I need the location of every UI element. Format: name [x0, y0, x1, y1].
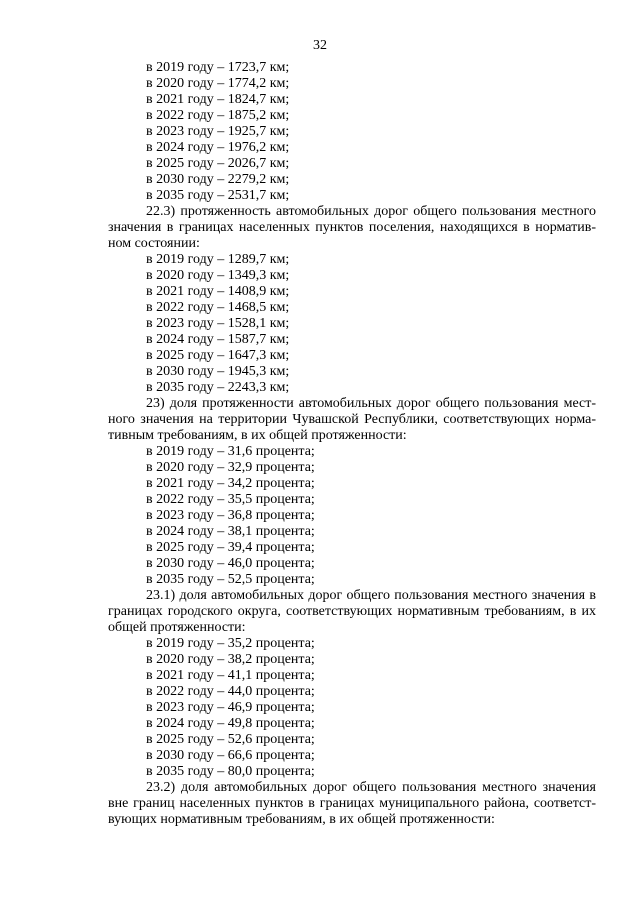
- list-2022-2-length: [108, 60, 596, 204]
- list-item: в 2020 году – 1349,3 км;: [146, 268, 290, 283]
- list-item: в 2021 году – 1408,9 км;: [146, 284, 290, 299]
- list-item: в 2022 году – 1468,5 км;: [146, 300, 290, 315]
- list-item: в 2025 году – 39,4 процента;: [146, 540, 315, 555]
- list-item: в 2030 году – 46,0 процента;: [146, 556, 315, 571]
- list-item: в 2030 году – 2279,2 км;: [146, 172, 290, 187]
- list-item: в 2023 году – 1925,7 км;: [146, 124, 290, 139]
- list-item: в 2030 году – 1945,3 км;: [146, 364, 290, 379]
- list-item: в 2024 году – 1976,2 км;: [146, 140, 290, 155]
- list-item: в 2024 году – 49,8 процента;: [146, 716, 315, 731]
- list-item: в 2035 году – 2243,3 км;: [146, 380, 290, 395]
- list-item: в 2019 году – 1289,7 км;: [146, 252, 290, 267]
- paragraph-line: значения в границах населенных пунктов поселения, находящихся в норматив-: [108, 220, 596, 235]
- list-item: в 2019 году – 35,2 процента;: [146, 636, 315, 651]
- paragraph-line: 22.3) протяженность автомобильных дорог общего пользования местного: [146, 204, 596, 219]
- section-23-2: [108, 780, 596, 828]
- list-item: в 2025 году – 2026,7 км;: [146, 156, 290, 171]
- paragraph-line: ного значения на территории Чувашской Республики, соответствующих норма-: [108, 412, 596, 427]
- section-23-1: [108, 588, 596, 780]
- document-body: [108, 60, 596, 828]
- paragraph-line: ном состоянии:: [108, 236, 200, 251]
- list-item: в 2020 году – 32,9 процента;: [146, 460, 315, 475]
- list-item: в 2021 году – 1824,7 км;: [146, 92, 290, 107]
- paragraph-line: вующих нормативным требованиям, в их общей протяженности:: [108, 812, 495, 827]
- list-item: в 2035 году – 52,5 процента;: [146, 572, 315, 587]
- list-item: в 2021 году – 41,1 процента;: [146, 668, 315, 683]
- paragraph-line: тивным требованиям, в их общей протяженности:: [108, 428, 407, 443]
- list-item: в 2025 году – 52,6 процента;: [146, 732, 315, 747]
- paragraph-line: 23) доля протяженности автомобильных дорог общего пользования мест-: [146, 396, 596, 411]
- list-item: в 2022 году – 35,5 процента;: [146, 492, 315, 507]
- list-item: в 2024 году – 38,1 процента;: [146, 524, 315, 539]
- paragraph-line: 23.1) доля автомобильных дорог общего пользования местного значения в: [146, 588, 596, 603]
- list-item: в 2025 году – 1647,3 км;: [146, 348, 290, 363]
- section-23: [108, 396, 596, 588]
- list-item: в 2035 году – 80,0 процента;: [146, 764, 315, 779]
- list-item: в 2023 году – 1528,1 км;: [146, 316, 290, 331]
- list-item: в 2021 году – 34,2 процента;: [146, 476, 315, 491]
- list-item: в 2023 году – 36,8 процента;: [146, 508, 315, 523]
- section-22-3: [108, 204, 596, 396]
- list-item: в 2035 году – 2531,7 км;: [146, 188, 290, 203]
- paragraph-line: границах городского округа, соответствующих нормативным требованиям, в их: [108, 604, 596, 619]
- list-item: в 2019 году – 31,6 процента;: [146, 444, 315, 459]
- page-number: 32: [313, 38, 327, 53]
- list-item: в 2020 году – 1774,2 км;: [146, 76, 290, 91]
- list-item: в 2030 году – 66,6 процента;: [146, 748, 315, 763]
- list-item: в 2019 году – 1723,7 км;: [146, 60, 290, 75]
- paragraph-line: 23.2) доля автомобильных дорог общего пользования местного значения: [146, 780, 596, 795]
- list-item: в 2020 году – 38,2 процента;: [146, 652, 315, 667]
- list-item: в 2023 году – 46,9 процента;: [146, 700, 315, 715]
- list-item: в 2024 году – 1587,7 км;: [146, 332, 290, 347]
- paragraph-line: вне границ населенных пунктов в границах муниципального района, соответст-: [108, 796, 596, 811]
- paragraph-line: общей протяженности:: [108, 620, 246, 635]
- list-item: в 2022 году – 44,0 процента;: [146, 684, 315, 699]
- list-item: в 2022 году – 1875,2 км;: [146, 108, 290, 123]
